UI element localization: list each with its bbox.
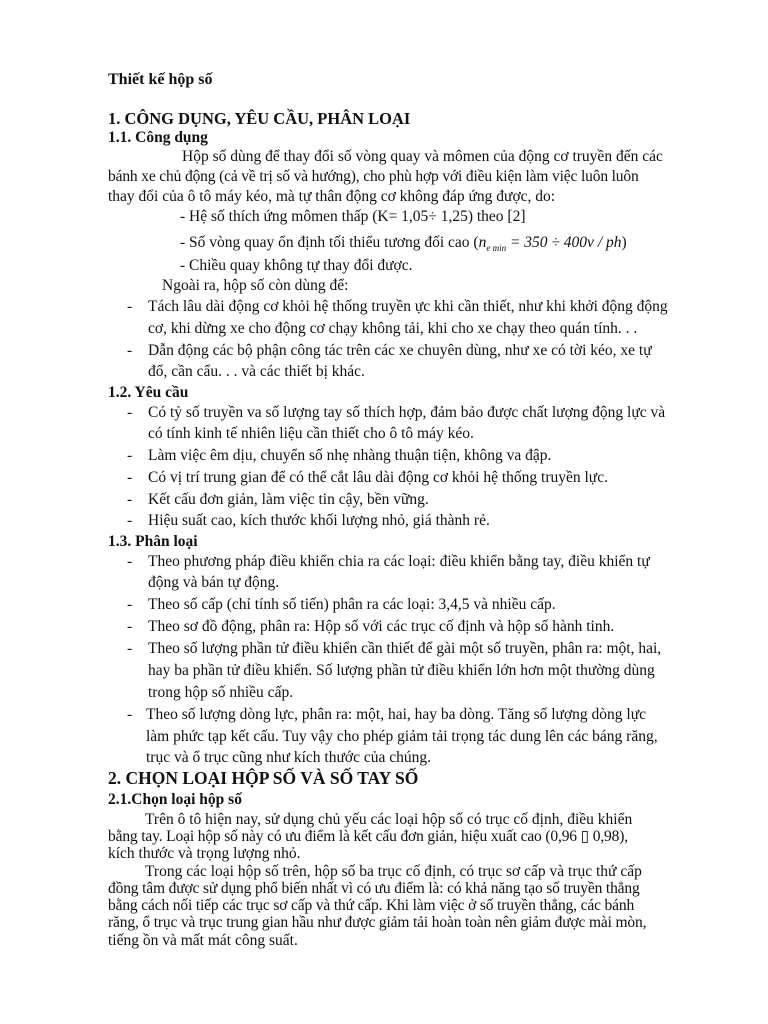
bullet-line: Theo số lượng dòng lực, phân ra: một, hai, hay ba dòng. Tăng số lượng dòng lực <box>146 706 646 723</box>
paragraph-line: Trong các loại hộp số trên, hộp số ba trục cố định, có trục sơ cấp và trục thứ cấp <box>145 863 642 880</box>
paragraph-line: răng, ổ trục và trục trung gian hầu như được giảm tải hoàn toàn nên giảm được mài mòn, <box>108 914 647 931</box>
section-1-heading: 1. CÔNG DỤNG, YÊU CẦU, PHÂN LOẠI <box>108 109 411 128</box>
bullet-line: Có tỷ số truyền va số lượng tay số thích hợp, đảm bảo được chất lượng động lực và <box>148 404 666 421</box>
list-item: - Chiều quay không tự thay đổi được. <box>180 257 413 274</box>
paragraph-line: đồng tâm được sử dụng phổ biến nhất vì có ưu điểm là: có khả năng tạo số truyền thẳng <box>108 880 640 897</box>
bullet-dash: - <box>127 596 133 613</box>
bullet-dash: - <box>127 404 133 421</box>
bullet-line: trong hộp số nhiều cấp. <box>148 684 294 701</box>
document-title: Thiết kế hộp số <box>108 71 213 88</box>
bullet-dash: - <box>127 640 133 657</box>
bullet-line: Có vị trí trung gian để có thể cắt lâu dài động cơ khỏi hệ thống truyền lực. <box>148 469 608 486</box>
bullet-dash: - <box>127 342 133 359</box>
paragraph-line: bằng tay. Loại hộp số này có ưu điểm là kết cấu đơn giản, hiệu xuất cao (0,96 ▯ 0,98), <box>108 828 628 845</box>
bullet-line: Theo phương pháp điều khiển chia ra các loại: điều khiển bằng tay, điều khiển tự <box>148 553 650 570</box>
subsection-1-1-heading: 1.1. Công dụng <box>108 129 208 146</box>
paragraph-line: bánh xe chủ động (cả về trị số và hướng), cho phù hợp với điều kiện làm việc luôn luôn <box>108 168 639 185</box>
bullet-line: Làm việc êm dịu, chuyển số nhẹ nhàng thuận tiện, không va đập. <box>148 447 552 464</box>
subsection-1-2-heading: 1.2. Yêu cầu <box>108 384 189 401</box>
bullet-dash: - <box>127 618 133 635</box>
bullet-line: Tách lâu dài động cơ khỏi hệ thống truyền ực khi cần thiết, như khi khởi động động <box>148 298 668 315</box>
bullet-line: Kết cấu đơn giản, làm việc tin cậy, bền vững. <box>148 491 429 508</box>
paragraph-line: Ngoài ra, hộp số còn dùng để: <box>162 277 349 294</box>
section-2-heading: 2. CHỌN LOẠI HỘP SỐ VÀ SỐ TAY SỐ <box>108 768 419 788</box>
bullet-line: trục và ổ trục cũng như kích thước của chúng. <box>146 749 431 766</box>
bullet-dash: - <box>127 491 133 508</box>
bullet-line: Dẫn động các bộ phận công tác trên các xe chuyên dùng, như xe có tời kéo, xe tự <box>148 342 652 359</box>
rpm-formula: $n_{e min} = 350 \div 400v$ / ph <box>478 234 622 254</box>
bullet-dash: - <box>127 706 133 723</box>
bullet-line: Hiệu suất cao, kích thước khối lượng nhỏ, giá thành rẻ. <box>148 512 490 529</box>
paragraph-line: thay đổi của ô tô máy kéo, mà tự thân động cơ không đáp ứng được, do: <box>108 188 556 205</box>
paragraph-line: Trên ô tô hiện nay, sử dụng chủ yếu các loại hộp số có trục cố định, điều khiển <box>145 811 633 828</box>
bullet-line: động và bán tự động. <box>148 574 280 591</box>
bullet-line: Theo số cấp (chỉ tính số tiến) phân ra các loại: 3,4,5 và nhiều cấp. <box>148 596 556 613</box>
bullet-line: Theo số lượng phần tử điều khiển cần thiết để gài một số truyền, phân ra: một, hai, <box>148 640 662 657</box>
bullet-dash: - <box>127 298 133 315</box>
bullet-line: đổ, cần cẩu. . . và các thiết bị khác. <box>148 363 365 380</box>
list-item-text: - Số vòng quay ổn định tối thiểu tương đối cao ( <box>180 234 479 251</box>
bullet-dash: - <box>127 512 133 529</box>
paragraph-line: tiếng ồn và mất mát công suất. <box>108 932 298 949</box>
bullet-line: cơ, khi dừng xe cho động cơ chạy không tải, khi cho xe chạy theo quán tính. . . <box>148 320 638 337</box>
bullet-line: có tính kinh tế nhiên liệu cần thiết cho ô tô máy kéo. <box>148 425 474 442</box>
subsection-1-3-heading: 1.3. Phân loại <box>108 533 198 550</box>
bullet-dash: - <box>127 469 133 486</box>
bullet-dash: - <box>127 553 133 570</box>
list-item-formula: - Số vòng quay ổn định tối thiểu tương đối cao $(n_{e min} = 350 \div 400v / ph)$ <box>180 234 627 254</box>
bullet-dash: - <box>127 447 133 464</box>
bullet-line: hay ba phần tử điều khiển. Số lượng phần tử điều khiển lớn hơn một thường dùng <box>148 662 655 679</box>
subsection-2-1-heading: 2.1.Chọn loại hộp số <box>108 791 242 808</box>
paragraph-line: Hộp số dùng để thay đổi số vòng quay và mômen của động cơ truyền đến các <box>182 148 663 165</box>
list-item: - Hệ số thích ứng mômen thấp (K= 1,05÷ 1,25) theo [2] <box>180 208 526 225</box>
paragraph-line: bằng cách nối tiếp các trục sơ cấp và thứ cấp. Khi làm việc ở số truyền thẳng, các bánh <box>108 897 635 914</box>
bullet-line: làm phức tạp kết cấu. Tuy vậy cho phép giảm tải trọng tác dung lên các báng răng, <box>146 728 658 745</box>
paragraph-line: kích thước và trọng lượng nhỏ. <box>108 845 301 862</box>
bullet-line: Theo sơ đồ động, phân ra: Hộp số với các trục cố định và hộp số hành tinh. <box>148 618 615 635</box>
